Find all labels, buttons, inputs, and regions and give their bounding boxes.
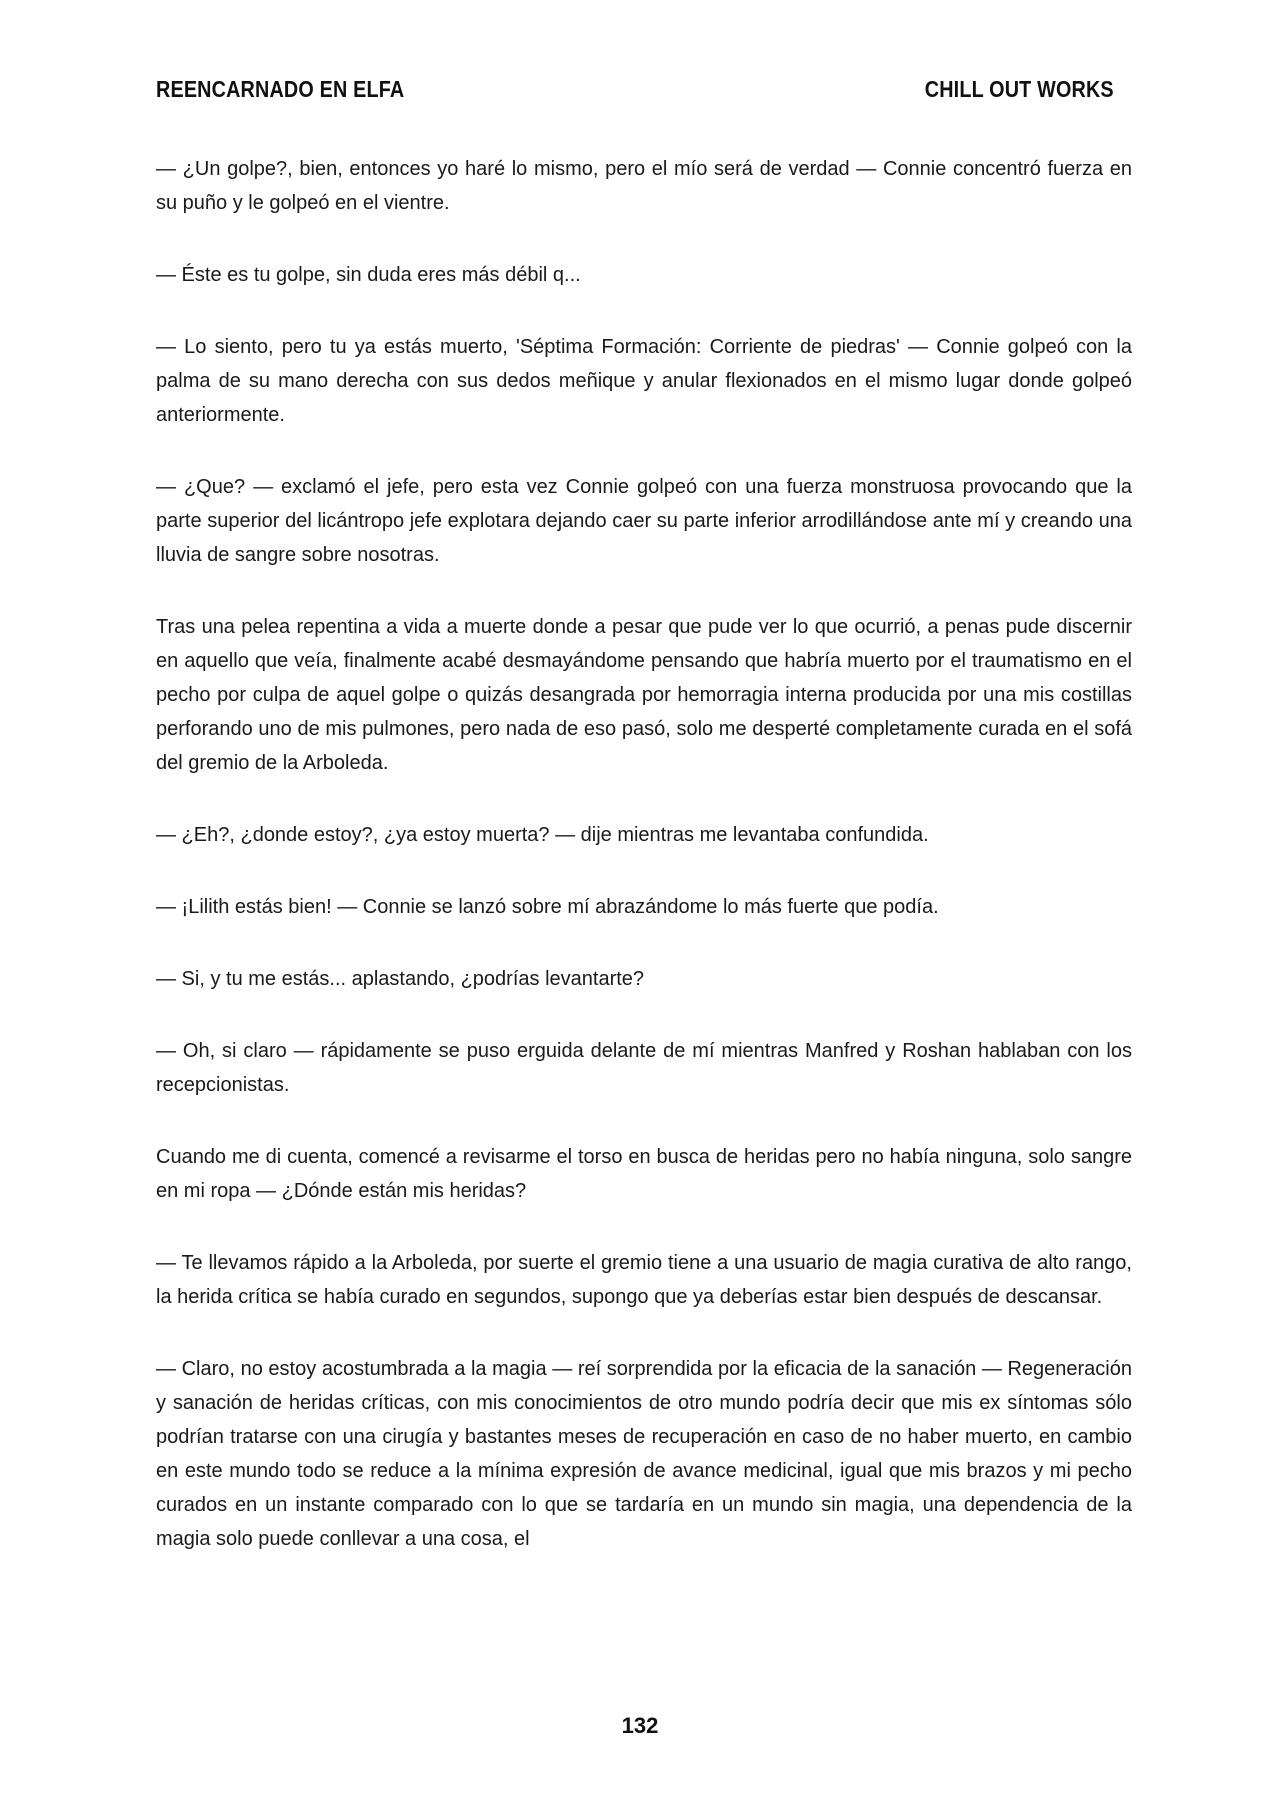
publisher-name: CHILL OUT WORKS (924, 76, 1114, 102)
paragraph: — ¿Que? — exclamó el jefe, pero esta vez Connie golpeó con una fuerza monstruosa provocando que la parte superior del licántropo jefe explotara dejando caer su parte inferior arrodillándose ante mí y creando una lluvia de sangre sobre nosotras. (156, 476, 1132, 566)
page-number: 132 (621, 1713, 659, 1738)
page-header (156, 76, 1114, 103)
page-body (156, 152, 1132, 1594)
book-title: REENCARNADO EN ELFA (156, 76, 405, 102)
paragraph: Cuando me di cuenta, comencé a revisarme el torso en busca de heridas pero no había ninguna, solo sangre en mi ropa — ¿Dónde están mis heridas? (156, 1146, 1132, 1202)
paragraph: — Éste es tu golpe, sin duda eres más débil q... (156, 264, 581, 286)
paragraph: — Si, y tu me estás... aplastando, ¿podrías levantarte? (156, 968, 645, 990)
paragraph: — ¿Un golpe?, bien, entonces yo haré lo mismo, pero el mío será de verdad — Connie concentró fuerza en su puño y le golpeó en el vientre. (156, 158, 1132, 214)
paragraph: — ¡Lilith estás bien! — Connie se lanzó sobre mí abrazándome lo más fuerte que podía. (156, 896, 939, 918)
paragraph: Tras una pelea repentina a vida a muerte donde a pesar que pude ver lo que ocurrió, a penas pude discernir en aquello que veía, finalmente acabé desmayándome pensando que habría muerto por el traumatismo en el pecho por culpa de aquel golpe o quizás desangrada por hemorragia interna producida por una mis costillas perforando uno de mis pulmones, pero nada de eso pasó, solo me desperté completamente curada en el sofá del gremio de la Arboleda. (156, 616, 1132, 774)
paragraph: — ¿Eh?, ¿donde estoy?, ¿ya estoy muerta? — dije mientras me levantaba confundida. (156, 824, 929, 846)
paragraph: — Lo siento, pero tu ya estás muerto, 'Séptima Formación: Corriente de piedras' — Connie golpeó con la palma de su mano derecha con sus dedos meñique y anular flexionados en el mismo lugar donde golpeó anteriormente. (156, 336, 1132, 426)
paragraph: — Oh, si claro — rápidamente se puso erguida delante de mí mientras Manfred y Roshan hablaban con los recepcionistas. (156, 1040, 1132, 1096)
paragraph: — Te llevamos rápido a la Arboleda, por suerte el gremio tiene a una usuario de magia curativa de alto rango, la herida crítica se había curado en segundos, supongo que ya deberías estar bien después de descansar. (156, 1252, 1132, 1308)
paragraph: — Claro, no estoy acostumbrada a la magia — reí sorprendida por la eficacia de la sanación — Regeneración y sanación de heridas críticas, con mis conocimientos de otro mundo podría decir que mis ex síntomas sólo podrían tratarse con una cirugía y bastantes meses de recuperación en caso de no haber muerto, en cambio en este mundo todo se reduce a la mínima expresión de avance medicinal, igual que mis brazos y mi pecho curados en un instante comparado con lo que se tardaría en un mundo sin magia, una dependencia de la magia solo puede conllevar a una cosa, el (156, 1358, 1132, 1550)
